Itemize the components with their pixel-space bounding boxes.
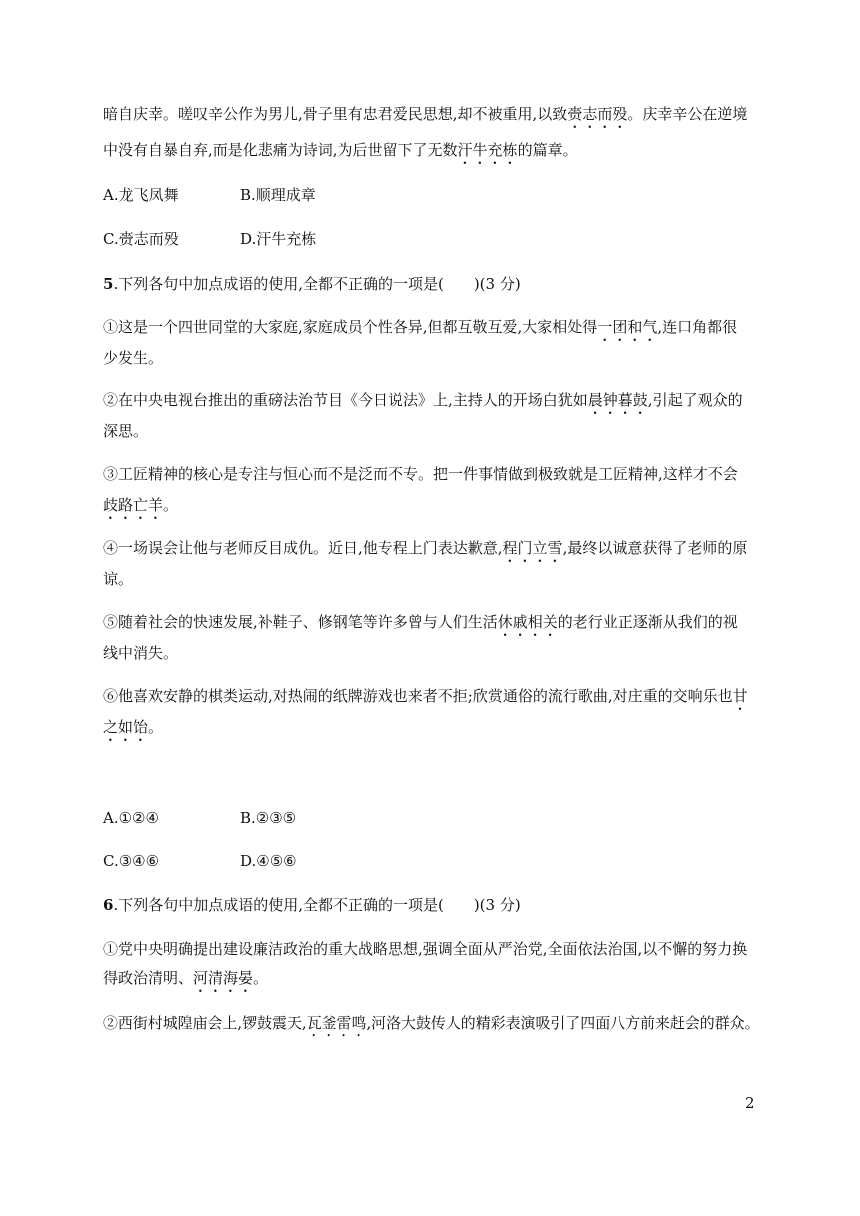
page-number: 2 xyxy=(745,1094,755,1112)
q5-sentence-4-cont: 谅。 xyxy=(103,570,134,588)
q5-sentence-6-cont: 之如饴。 xyxy=(103,718,164,736)
q5-sentence-1: ①这是一个四世同堂的大家庭,家庭成员个性各异,但都互敬互爱,大家相处得一团和气,连口角都很 xyxy=(103,318,738,336)
emphasized-idiom: 程门立雪 xyxy=(502,539,563,557)
q5-sentence-3: ③工匠精神的核心是专注与恒心而不是泛而不专。把一件事情做到极致就是工匠精神,这样才不会 xyxy=(103,465,738,483)
emphasized-idiom: 休戚相关 xyxy=(497,613,558,631)
question-number: 6 xyxy=(103,896,114,914)
q6-sentence-1: ①党中央明确提出建设廉洁政治的重大战略思想,强调全面从严治党,全面依法治国,以不懈的努力换 xyxy=(103,940,748,958)
emphasized-idiom: 歧路亡羊 xyxy=(103,496,164,514)
option-b: B.顺理成章 xyxy=(240,186,316,204)
question-number: 5 xyxy=(103,275,114,293)
passage-line-2: 中没有自暴自弃,而是化悲痛为诗词,为后世留下了无数汗牛充栋的篇章。 xyxy=(103,141,578,159)
emphasized-idiom: 甘 xyxy=(732,687,748,705)
emphasized-idiom: 河清海晏 xyxy=(193,969,254,987)
question-6-stem: 6.下列各句中加点成语的使用,全都不正确的一项是( )(3 分) xyxy=(103,896,521,914)
q5-sentence-5: ⑤随着社会的快速发展,补鞋子、修钢笔等许多曾与人们生活休戚相关的老行业正逐渐从我们的视 xyxy=(103,613,738,631)
q5-option-b: B.②③⑤ xyxy=(240,809,297,827)
emphasized-idiom: 瓦釜雷鸣 xyxy=(306,1014,367,1032)
emphasized-idiom: 赍志而殁 xyxy=(567,105,628,123)
emphasized-idiom: 晨钟暮鼓 xyxy=(587,391,648,409)
q5-sentence-3-cont: 歧路亡羊。 xyxy=(103,496,179,514)
option-a: A.龙飞凤舞 xyxy=(103,186,179,204)
q5-option-c: C.③④⑥ xyxy=(103,852,160,870)
q5-sentence-4: ④一场误会让他与老师反目成仇。近日,他专程上门表达歉意,程门立雪,最终以诚意获得了老师的原 xyxy=(103,539,748,557)
q6-sentence-2: ②西街村城隍庙会上,锣鼓震天,瓦釜雷鸣,河洛大鼓传人的精彩表演吸引了四面八方前来赶会的群众。 xyxy=(103,1014,760,1032)
passage-line-1: 暗自庆幸。嗟叹辛公作为男儿,骨子里有忠君爱民思想,却不被重用,以致赍志而殁。庆幸辛公在逆境 xyxy=(103,105,748,123)
emphasized-idiom: 之如饴 xyxy=(103,718,149,736)
emphasized-idiom: 一团和气 xyxy=(597,318,658,336)
q5-option-d: D.④⑤⑥ xyxy=(240,852,297,870)
question-5-stem: 5.下列各句中加点成语的使用,全都不正确的一项是( )(3 分) xyxy=(103,275,521,293)
option-d: D.汗牛充栋 xyxy=(240,230,317,248)
q5-sentence-6: ⑥他喜欢安静的棋类运动,对热闹的纸牌游戏也来者不拒;欣赏通俗的流行歌曲,对庄重的交响乐也甘 xyxy=(103,687,748,705)
q5-sentence-2: ②在中央电视台推出的重磅法治节目《今日说法》上,主持人的开场白犹如晨钟暮鼓,引起了观众的 xyxy=(103,391,743,409)
q5-sentence-5-cont: 线中消失。 xyxy=(103,644,179,662)
q6-sentence-1-cont: 得政治清明、河清海晏。 xyxy=(103,969,269,987)
q5-option-a: A.①②④ xyxy=(103,809,159,827)
q5-sentence-1-cont: 少发生。 xyxy=(103,349,164,367)
emphasized-idiom: 汗牛充栋 xyxy=(457,141,518,159)
option-c: C.赍志而殁 xyxy=(103,230,179,248)
q5-sentence-2-cont: 深思。 xyxy=(103,422,149,440)
